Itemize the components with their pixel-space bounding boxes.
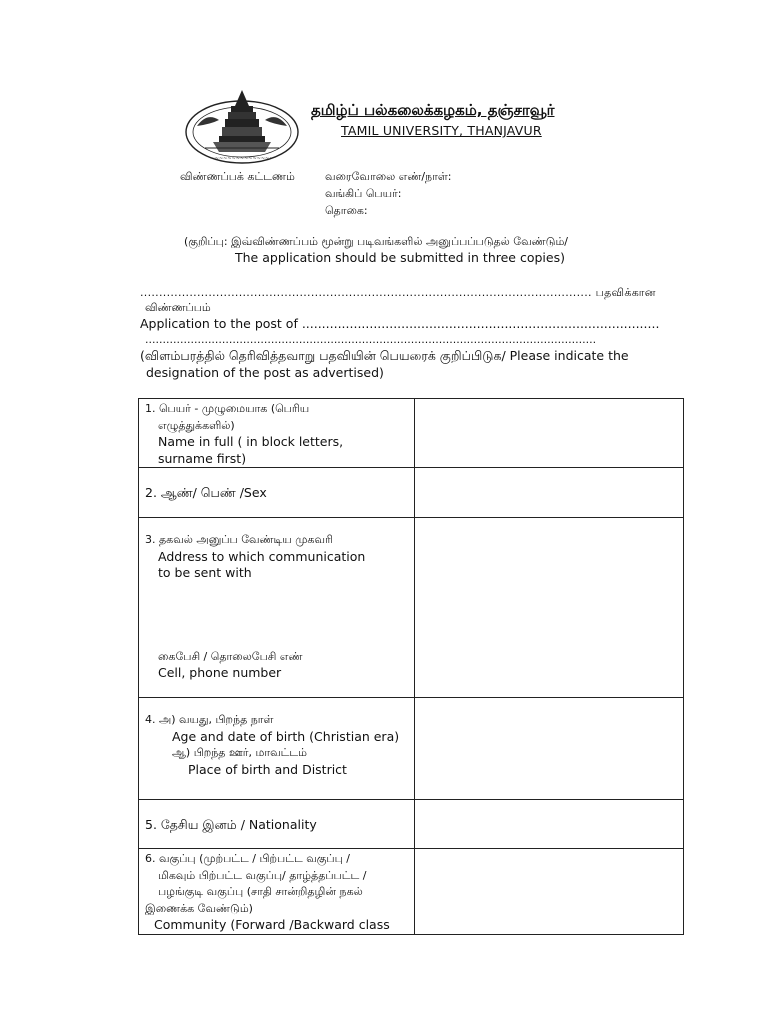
dd-number-date: வரைவோலை எண்/நாள்:: [325, 170, 452, 183]
svg-text:~~~~~~~~~~~~~~~: ~~~~~~~~~~~~~~~: [210, 156, 274, 162]
post-dots-line-2: .................................................................................................................................: [145, 333, 597, 346]
indicate-designation-1: (விளம்பரத்தில் தெரிவித்தவாறு பதவியின் பெயரைக் குறிப்பிடுக/ Please indicate the: [140, 348, 629, 363]
indicate-designation-2: designation of the post as advertised): [146, 365, 384, 380]
community-label-ta-4: இணைக்க வேண்டும்): [145, 901, 253, 915]
note-english: The application should be submitted in three copies): [235, 250, 565, 265]
form-row-nationality: [139, 800, 684, 849]
fee-label: விண்ணப்பக் கட்டணம்: [180, 170, 295, 183]
nationality-label: 5. தேசிய இனம் / Nationality: [145, 816, 317, 832]
address-label-ta: 3. தகவல் அனுப்ப வேண்டிய முகவரி: [145, 533, 333, 546]
note-tamil: (குறிப்பு: இவ்விண்ணப்பம் மூன்று படிவங்களில் அனுப்பப்படுதல் வேண்டும்/: [184, 235, 569, 248]
address-label-en-1: Address to which communication: [158, 548, 366, 564]
age-label-ta: 4. அ) வயது, பிறந்த நாள்: [145, 713, 274, 726]
name-label-ta-2: எழுத்துக்களில்): [158, 418, 235, 432]
birthplace-label-en: Place of birth and District: [188, 761, 347, 777]
name-label-ta-1: 1. பெயர் - முழுமையாக (பெரிய: [145, 402, 310, 415]
name-input-cell[interactable]: [415, 399, 684, 468]
form-row-age-birth: [139, 698, 684, 800]
name-label-cell: [139, 399, 415, 468]
age-label-cell: [139, 698, 415, 800]
university-seal-logo: [183, 86, 301, 166]
community-label-cell: [139, 849, 415, 935]
form-row-sex: [139, 468, 684, 518]
community-label-ta-1: 6. வகுப்பு (முற்பட்ட / பிற்பட்ட வகுப்பு /: [145, 852, 351, 865]
form-row-community: [139, 849, 684, 935]
phone-label-ta: கைபேசி / தொலைபேசி எண்: [158, 649, 303, 663]
nationality-label-cell: [139, 800, 415, 849]
address-label-cell: [139, 518, 415, 698]
university-title-tamil: தமிழ்ப் பல்கலைக்கழகம், தஞ்சாவூர்: [311, 101, 555, 119]
name-label-en-2: surname first): [158, 450, 247, 466]
sex-input-cell[interactable]: [415, 468, 684, 518]
form-row-address: [139, 518, 684, 698]
form-row-name: [139, 399, 684, 468]
phone-label-en: Cell, phone number: [158, 665, 282, 680]
application-to-post: Application to the post of ..........................................................................................: [140, 316, 660, 331]
bank-name: வங்கிப் பெயர்:: [325, 187, 402, 200]
address-input-cell[interactable]: [415, 518, 684, 698]
name-label-en-1: Name in full ( in block letters,: [158, 434, 344, 449]
sex-label: 2. ஆண்/ பெண் /Sex: [145, 485, 267, 501]
application-tamil: விண்ணப்பம்: [145, 301, 211, 314]
community-input-cell[interactable]: [415, 849, 684, 935]
community-label-ta-3: பழங்குடி வகுப்பு (சாதி சான்றிதழின் நகல்: [158, 885, 363, 898]
post-dots-line: ....................................................................................................................... பதவிக்கான: [140, 286, 656, 299]
age-input-cell[interactable]: [415, 698, 684, 800]
nationality-input-cell[interactable]: [415, 800, 684, 849]
birthplace-label-ta: ஆ) பிறந்த ஊர், மாவட்டம்: [172, 746, 308, 759]
community-label-ta-2: மிகவும் பிற்பட்ட வகுப்பு/ தாழ்த்தப்பட்ட /: [158, 868, 367, 882]
amount: தொகை:: [325, 204, 368, 217]
age-label-en: Age and date of birth (Christian era): [172, 728, 400, 744]
community-label-en-1: Community (Forward /Backward class: [154, 917, 390, 932]
address-label-en-2: to be sent with: [158, 565, 252, 580]
university-title-english: TAMIL UNIVERSITY, THANJAVUR: [341, 123, 542, 138]
sex-label-cell: [139, 468, 415, 518]
application-form-table: [138, 398, 684, 935]
